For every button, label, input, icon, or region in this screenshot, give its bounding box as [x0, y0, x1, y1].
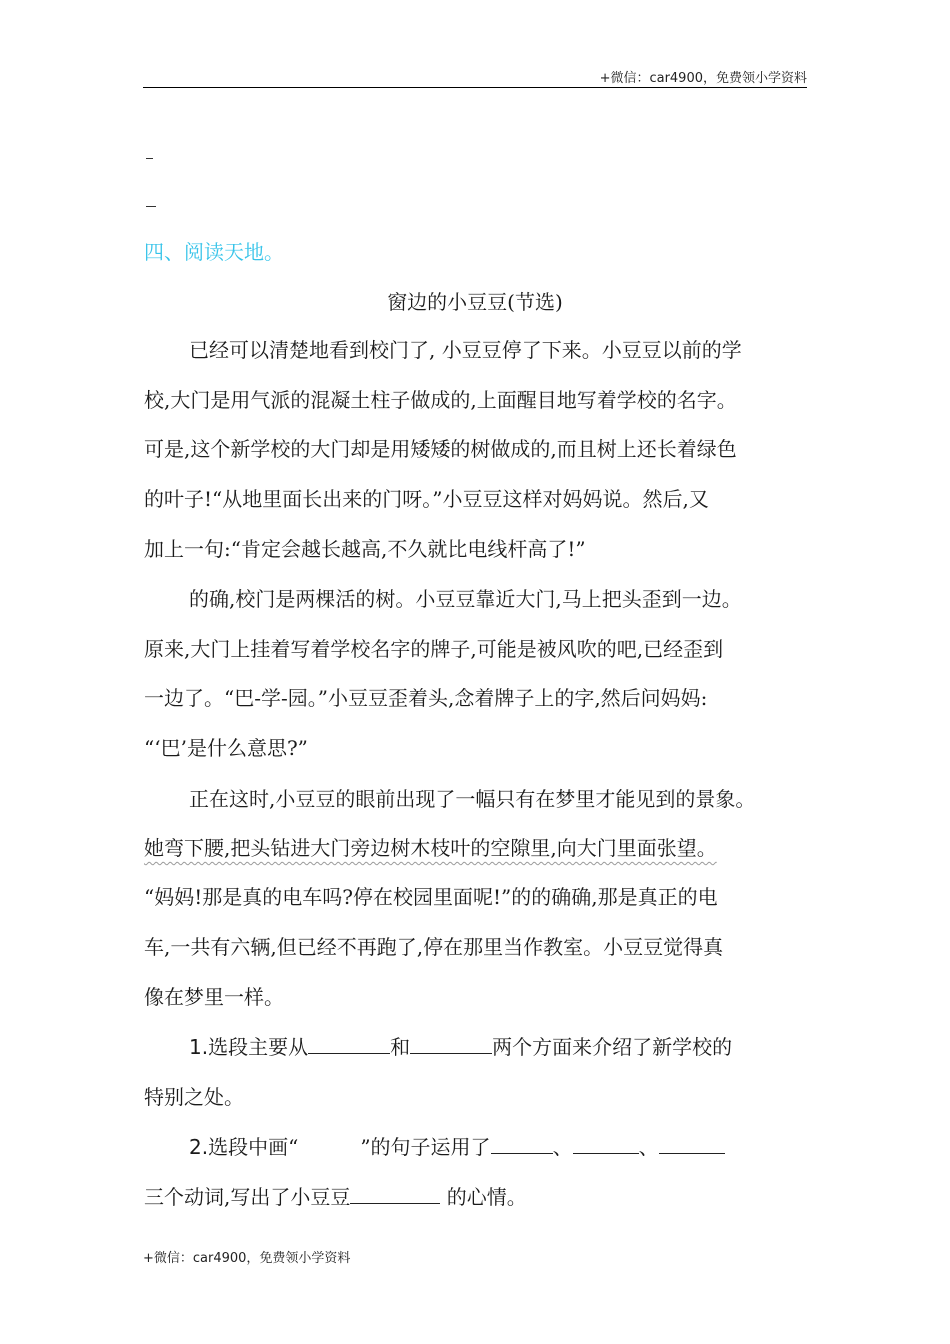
paragraph-line: 可是,这个新学校的大门却是用矮矮的树做成的,而且树上还长着绿色 [144, 437, 737, 461]
answer-blank[interactable] [350, 1183, 440, 1204]
paragraph-line: 的叶子!“从地里面长出来的门呀。”小豆豆这样对妈妈说。然后,又 [144, 487, 709, 511]
question-text: 选段中画“ [208, 1135, 299, 1159]
answer-blank[interactable] [659, 1133, 725, 1154]
paragraph-line: 校,大门是用气派的混凝土柱子做成的,上面醒目地写着学校的名字。 [144, 388, 737, 412]
paragraph-line: 原来,大门上挂着写着学校名字的牌子,可能是被风吹的吧,已经歪到 [144, 637, 724, 661]
question-text: ”的句子运用了 [360, 1135, 491, 1159]
header-rule [143, 87, 807, 88]
separator: 、 [638, 1135, 659, 1159]
question-2-line-2 [144, 1183, 527, 1211]
answer-blank[interactable] [491, 1133, 553, 1154]
paragraph-line: 加上一句:“肯定会越长越高,不久就比电线杆高了!” [144, 537, 586, 561]
question-2 [189, 1133, 725, 1161]
paragraph-line: 一边了。“巴-学-园。”小豆豆歪着头,念着牌子上的字,然后问妈妈: [144, 686, 708, 710]
question-text: 和 [390, 1035, 411, 1059]
separator: 、 [552, 1135, 573, 1159]
paragraph-line: 已经可以清楚地看到校门了, 小豆豆停了下来。小豆豆以前的学 [189, 338, 742, 362]
paragraph-line: 正在这时,小豆豆的眼前出现了一幅只有在梦里才能见到的景象。 [189, 787, 756, 811]
answer-blank[interactable] [410, 1033, 492, 1054]
answer-blank[interactable] [308, 1033, 390, 1054]
question-1 [189, 1033, 732, 1061]
answer-blank[interactable] [573, 1133, 639, 1154]
question-text: 选段主要从 [208, 1035, 309, 1059]
stray-mark [146, 206, 156, 207]
section-heading: 四、阅读天地。 [144, 240, 284, 264]
underlined-sentence: 她弯下腰,把头钻进大门旁边树木枝叶的空隙里,向大门里面张望。 [144, 836, 717, 860]
wavy-line-marker [298, 1133, 360, 1153]
question-text: 的心情。 [440, 1185, 527, 1209]
footer-watermark-text: +微信：car4900，免费领小学资料 [143, 1251, 351, 1266]
story-title: 窗边的小豆豆(节选) [387, 290, 563, 314]
paragraph-line: 像在梦里一样。 [144, 985, 284, 1009]
paragraph-line: 车,一共有六辆,但已经不再跑了,停在那里当作教室。小豆豆觉得真 [144, 935, 724, 959]
stray-mark [146, 158, 153, 159]
header-watermark-text: +微信：car4900，免费领小学资料 [599, 71, 807, 86]
question-number: 2. [189, 1135, 209, 1159]
question-text: 两个方面来介绍了新学校的 [492, 1035, 733, 1059]
question-text: 三个动词,写出了小豆豆 [144, 1185, 351, 1209]
question-number: 1. [189, 1035, 209, 1059]
question-1-line-2: 特别之处。 [144, 1085, 244, 1109]
paragraph-line: “‘巴’是什么意思?” [144, 736, 308, 760]
paragraph-line: “妈妈!那是真的电车吗?停在校园里面呢!”的的确确,那是真正的电 [144, 885, 718, 909]
paragraph-line: 的确,校门是两棵活的树。小豆豆靠近大门,马上把头歪到一边。 [189, 587, 742, 611]
